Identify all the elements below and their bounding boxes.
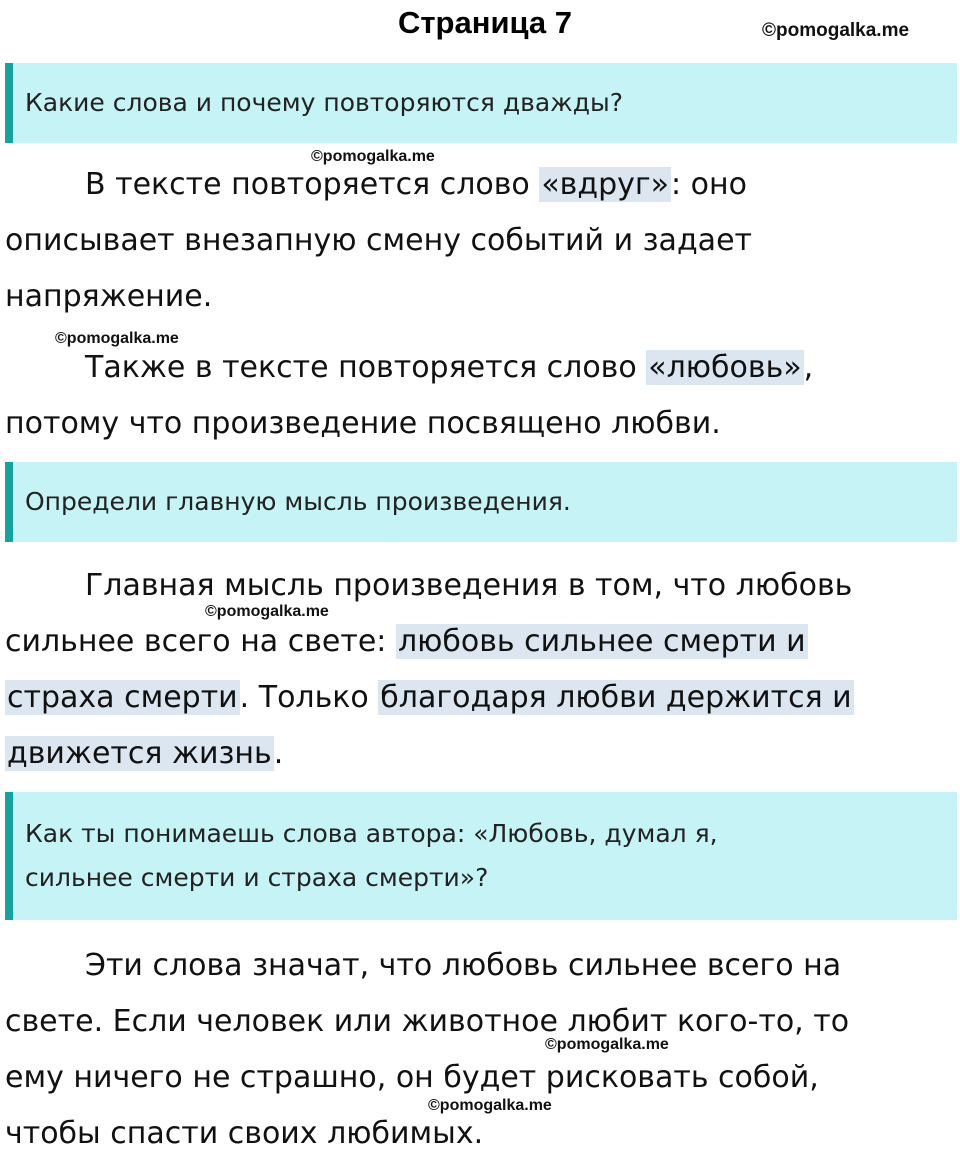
text-line (5, 558, 955, 614)
page-title: Страница 7 (397, 5, 573, 40)
text-fragment: , (803, 350, 814, 385)
text-line (5, 614, 955, 670)
text-line: чтобы спасти своих любимых. (5, 1116, 484, 1151)
question-text: Определи главную мысль произведения. (25, 487, 571, 516)
watermark: ©pomogalka.me (311, 148, 435, 165)
answer-paragraph-1 (5, 157, 955, 325)
answer-paragraph-4 (5, 938, 955, 1162)
highlighted-phrase: страха смерти (7, 680, 238, 715)
text-line: описывает внезапную смену событий и задает (5, 223, 752, 258)
text-fragment: : оно (671, 167, 747, 202)
text-fragment: Эти слова значат, что любовь сильнее всего на (85, 948, 842, 983)
text-line: ему ничего не страшно, он будет рисковать собой, (5, 1060, 819, 1095)
watermark: ©pomogalka.me (762, 20, 910, 41)
question-text: Как ты понимаешь слова автора: «Любовь, думал я, (25, 819, 718, 848)
answer-paragraph-3 (5, 558, 955, 782)
highlighted-word: «вдруг» (541, 167, 670, 202)
text-line (5, 157, 955, 213)
text-line: напряжение. (5, 279, 213, 314)
watermark: ©pomogalka.me (545, 1036, 669, 1053)
highlighted-phrase: любовь сильнее смерти и (397, 624, 806, 659)
text-line (5, 340, 955, 396)
question-text: Какие слова и почему повторяются дважды? (25, 88, 623, 117)
text-line: свете. Если человек или животное любит кого-то, то (5, 1004, 850, 1039)
watermark: ©pomogalka.me (428, 1097, 552, 1114)
text-line: потому что произведение посвящено любви. (5, 406, 721, 441)
question-text: сильнее смерти и страха смерти»? (25, 863, 489, 892)
text-fragment: Также в тексте повторяется слово (85, 350, 647, 385)
watermark: ©pomogalka.me (205, 603, 329, 620)
text-line (5, 726, 955, 782)
watermark: ©pomogalka.me (55, 330, 179, 347)
highlighted-phrase: благодаря любви держится и (380, 680, 852, 715)
text-fragment: Главная мысль произведения в том, что любовь (85, 568, 853, 603)
question-box-2 (5, 462, 957, 542)
answer-paragraph-2 (5, 340, 955, 452)
question-box-1 (5, 63, 957, 143)
text-fragment: сильнее всего на свете: (5, 624, 396, 659)
text-fragment: В тексте повторяется слово (85, 167, 540, 202)
question-box-3 (5, 792, 957, 920)
text-line (5, 670, 955, 726)
highlighted-phrase: движется жизнь (7, 736, 272, 771)
text-line (5, 938, 955, 994)
highlighted-word: «любовь» (648, 350, 802, 385)
text-fragment: . (273, 736, 284, 771)
text-fragment: . Только (239, 680, 379, 715)
